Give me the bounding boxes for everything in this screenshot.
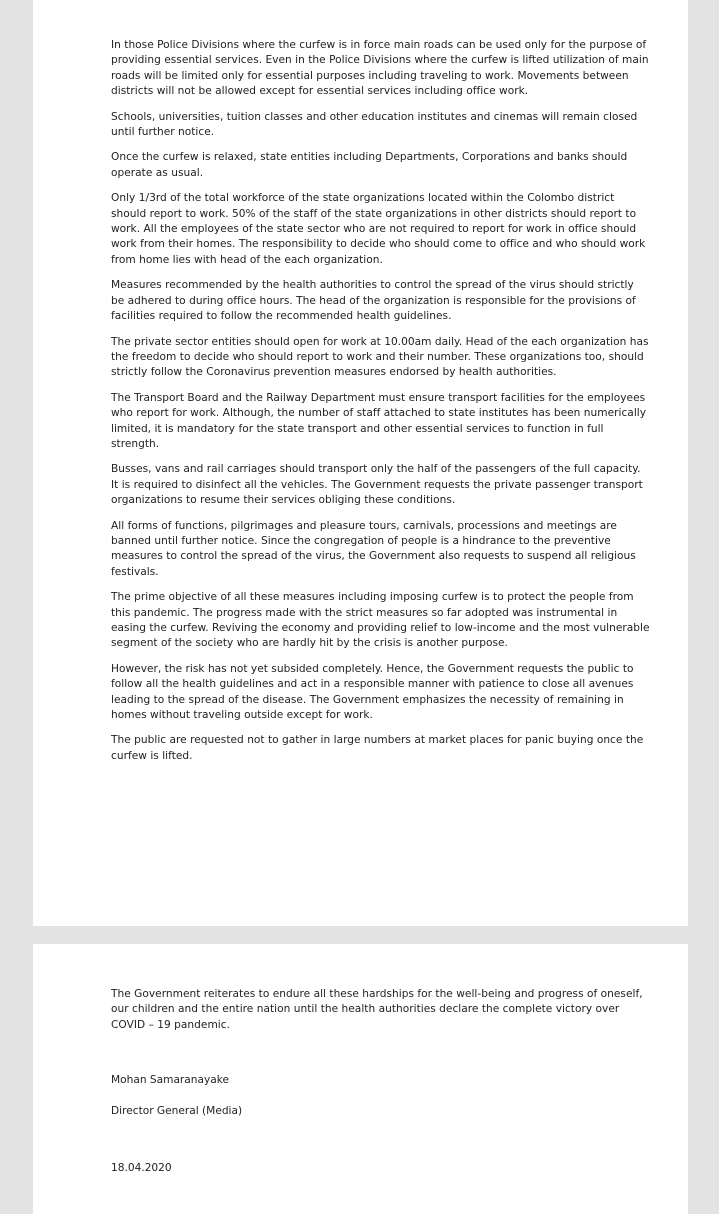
paragraph-schools: Schools, universities, tuition classes and other education institutes and cinemas will remain closed until further notice.	[111, 110, 638, 139]
paragraph-risk-not-subsided: However, the risk has not yet subsided completely. Hence, the Government requests the public to follow all the health guidelines and act in a responsible manner with patience to close all avenues leading to the spread of the disease. The Government emphasizes the necessity of remaining in homes without traveling outside except for work.	[111, 662, 634, 722]
paragraph-prime-objective: The prime objective of all these measures including imposing curfew is to protect the people from this pandemic. The progress made with the strict measures so far adopted was instrumental in easing the curfew. Reviving the economy and providing relief to low-income and the most vulnerable segment of the society who are hardly hit by the crisis is another purpose.	[111, 591, 650, 650]
signatory-title: Director General (Media)	[111, 1104, 243, 1117]
paragraph-passenger-capacity: Busses, vans and rail carriages should transport only the half of the passengers of the full capacity. It is required to disinfect all the vehicles. The Government requests the private passenger transport organizations to resume their services obliging these conditions.	[111, 463, 643, 507]
paragraph-functions-banned: All forms of functions, pilgrimages and pleasure tours, carnivals, processions and meetings are banned until further notice. Since the congregation of people is a hindrance to the preventive measures to control the spread of the virus, the Government also requests to suspend all religious festivals.	[111, 519, 636, 578]
paragraph-health-measures: Measures recommended by the health authorities to control the spread of the virus should strictly be adhered to during office hours. The head of the organization is responsible for the provisions of facilities required to follow the recommended health guidelines.	[111, 279, 636, 323]
paragraph-main-roads: In those Police Divisions where the curfew is in force main roads can be used only for the purpose of providing essential services. Even in the Police Divisions where the curfew is lifted utilization of main roads will be limited only for essential purposes including traveling to work. Movements between districts will not be allowed except for essential services including office work.	[111, 39, 649, 98]
paragraph-panic-buying: The public are requested not to gather in large numbers at market places for panic buying once the curfew is lifted.	[111, 734, 644, 762]
signatory-name: Mohan Samaranayake	[111, 1074, 230, 1087]
document-date: 18.04.2020	[111, 1162, 172, 1175]
paragraph-private-sector: The private sector entities should open for work at 10.00am daily. Head of the each organization has the freedom to decide who should report to work and their number. These organizations too, should strictly follow the Coronavirus prevention measures endorsed by health authorities.	[111, 335, 649, 379]
paragraph-workforce: Only 1/3rd of the total workforce of the state organizations located within the Colombo district should report to work. 50% of the staff of the state organizations in other districts should report to work. All the employees of the state sector who are not required to report for work in office should work from their homes. The responsibility to decide who should come to office and who should work from home lies with head of the each organization.	[111, 192, 646, 266]
paragraph-state-entities: Once the curfew is relaxed, state entities including Departments, Corporations and banks should operate as usual.	[111, 151, 628, 179]
document-page-2	[33, 944, 688, 1214]
paragraph-transport-board: The Transport Board and the Railway Department must ensure transport facilities for the employees who report for work. Although, the number of staff attached to state institutes has been numerically limited, it is mandatory for the state transport and other essential services to function in full strength.	[111, 391, 647, 450]
document-page-1	[33, 0, 688, 926]
paragraph-government-reiterates: The Government reiterates to endure all these hardships for the well-being and progress of oneself, our children and the entire nation until the health authorities declare the complete victory over COVID – 19 pandemic.	[111, 988, 643, 1031]
